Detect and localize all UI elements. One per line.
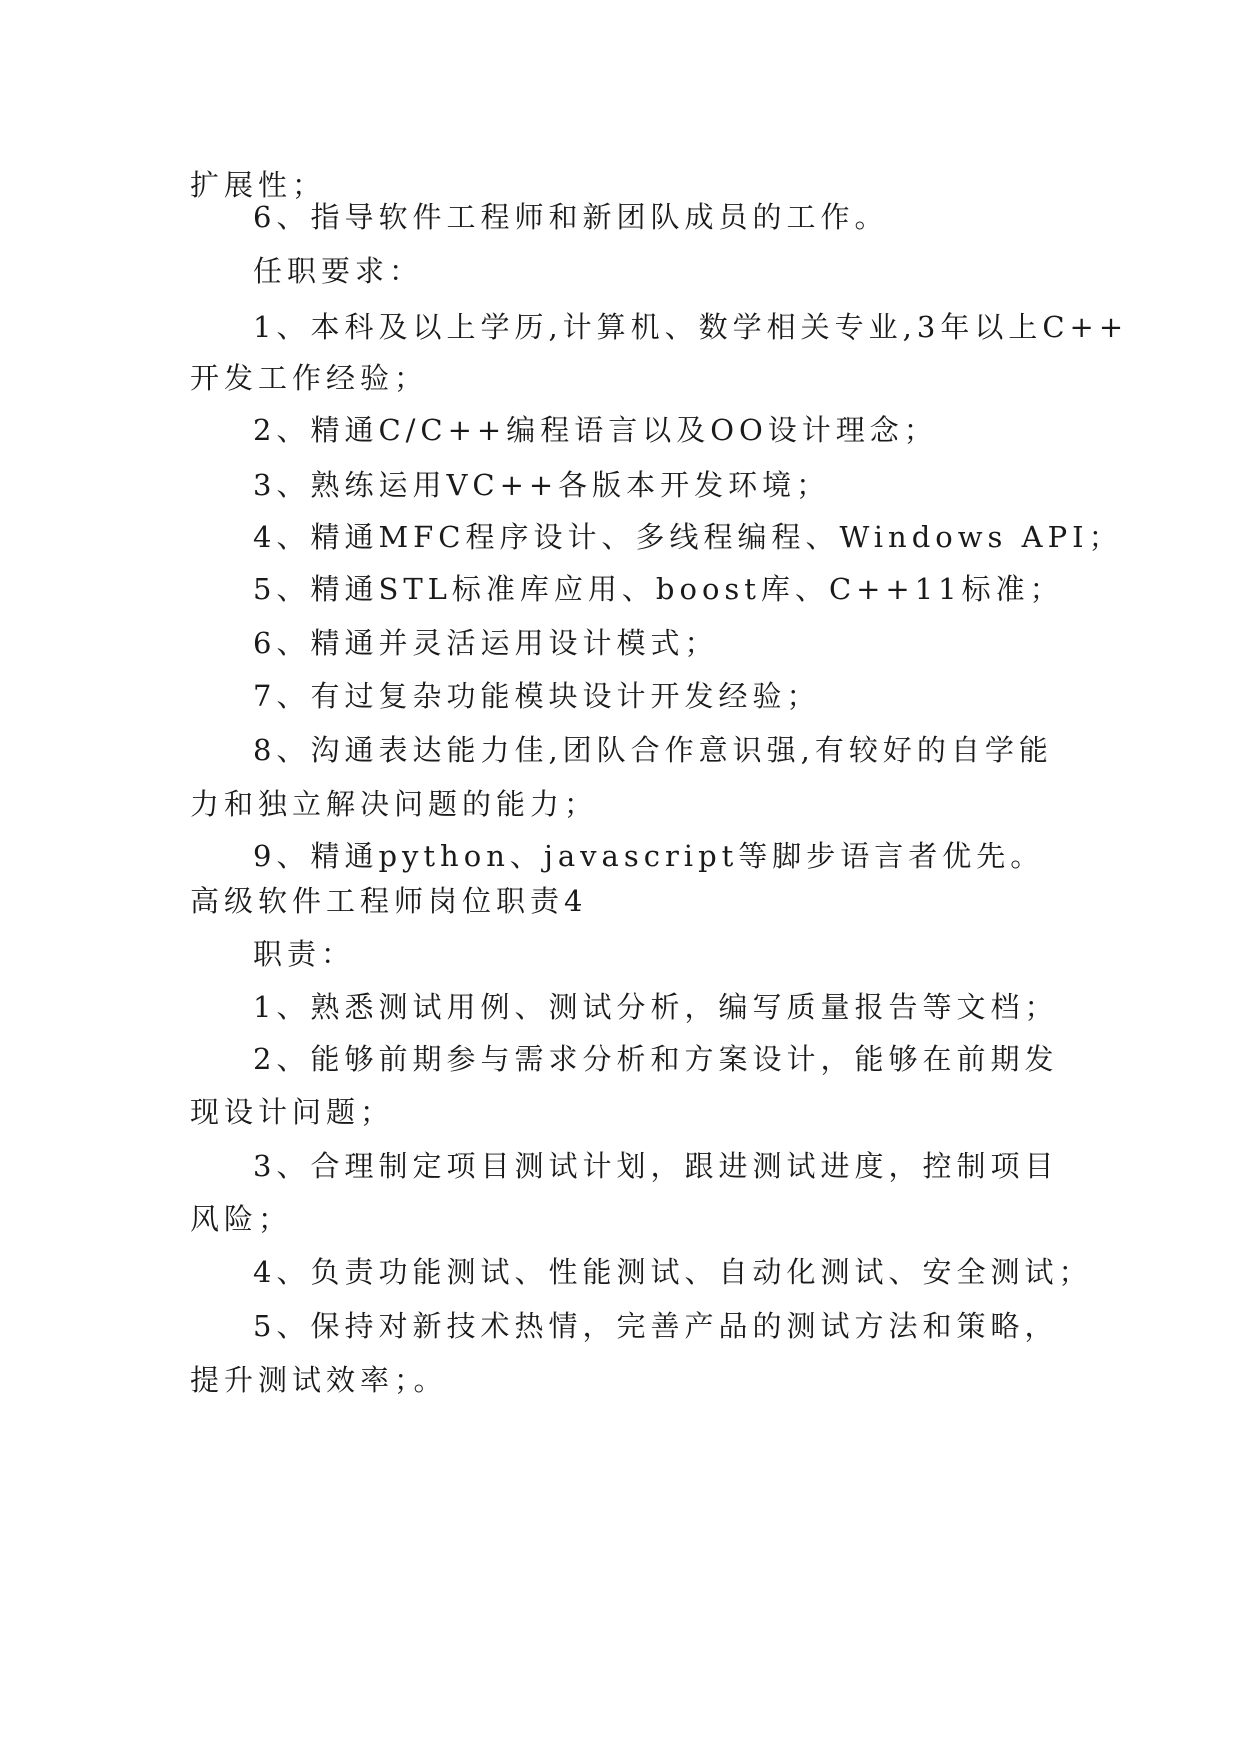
text-line: 4、负责功能测试、性能测试、自动化测试、安全测试； xyxy=(253,1255,1093,1289)
text-line: 3、合理制定项目测试计划，跟进测试进度，控制项目 xyxy=(253,1149,1059,1183)
text-line: 扩展性； xyxy=(190,168,327,202)
text-line: 2、能够前期参与需求分析和方案设计，能够在前期发 xyxy=(253,1042,1059,1076)
text-line: 6、指导软件工程师和新团队成员的工作。 xyxy=(253,200,889,234)
text-line: 1、本科及以上学历,计算机、数学相关专业,3年以上C++ xyxy=(253,310,1129,344)
text-line: 现设计问题； xyxy=(190,1095,395,1129)
text-line: 7、有过复杂功能模块设计开发经验； xyxy=(253,679,821,713)
text-line: 1、熟悉测试用例、测试分析，编写质量报告等文档； xyxy=(253,990,1059,1024)
text-line: 4、精通MFC程序设计、多线程编程、Windows API； xyxy=(253,520,1123,554)
text-line: 9、精通python、javascript等脚步语言者优先。 xyxy=(253,839,1045,873)
text-line: 2、精通C/C++编程语言以及OO设计理念； xyxy=(253,413,938,447)
text-line: 5、保持对新技术热情，完善产品的测试方法和策略， xyxy=(253,1309,1059,1343)
text-line: 8、沟通表达能力佳,团队合作意识强,有较好的自学能 xyxy=(253,733,1053,767)
text-line: 6、精通并灵活运用设计模式； xyxy=(253,626,719,660)
text-line: 风险； xyxy=(190,1202,293,1236)
text-line: 提升测试效率；。 xyxy=(190,1363,448,1397)
text-line: 职责： xyxy=(253,937,356,971)
section-heading: 高级软件工程师岗位职责4 xyxy=(190,884,588,918)
text-line: 任职要求： xyxy=(253,254,424,288)
text-line: 5、精通STL标准库应用、boost库、C++11标准； xyxy=(253,572,1064,606)
text-line: 力和独立解决问题的能力； xyxy=(190,787,599,821)
text-line: 开发工作经验； xyxy=(190,361,429,395)
text-line: 3、熟练运用VC++各版本开发环境； xyxy=(253,468,831,502)
